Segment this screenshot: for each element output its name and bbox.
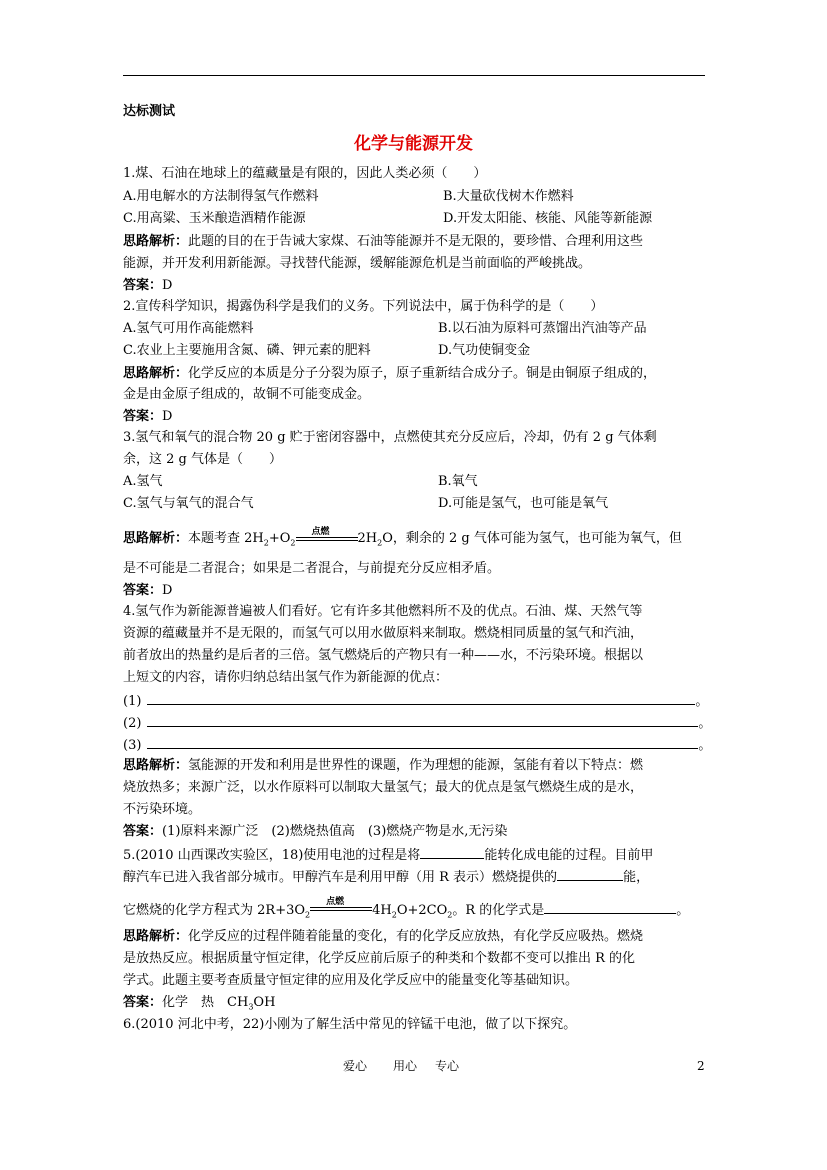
answer-blank (544, 901, 676, 914)
answer-blank (420, 846, 484, 859)
q4-blank-2: (2) 。 (123, 716, 712, 731)
q1-option-a: A.用电解水的方法制得氢气作燃料 (123, 189, 319, 204)
q3-option-d: D.可能是氢气，也可能是氧气 (438, 496, 609, 511)
q1-option-c: C.用高粱、玉米酿造酒精作能源 (123, 211, 306, 226)
section-heading: 达标测试 (123, 104, 176, 119)
q3-answer: 答案：D (123, 583, 173, 598)
q5-analysis: 思路解析：化学反应的过程伴随着能量的变化，有的化学反应放热，有化学反应吸热。燃烧 (123, 929, 644, 944)
q4-analysis-3: 不污染环境。 (123, 802, 202, 817)
question-4-stem-3: 前者放出的热量约是后者的三倍。氢气燃烧后的产物只有一种——水，不污染环境。根据以 (123, 648, 644, 663)
q1-analysis: 思路解析：此题的目的在于告诫大家煤、石油等能源并不是无限的，要珍惜、合理利用这些 (123, 234, 644, 249)
q4-answer: 答案：(1)原料来源广泛 (2)燃烧热值高 (3)燃烧产物是水,无污染 (123, 824, 508, 839)
reaction-arrow: 点燃 (310, 901, 372, 917)
q1-analysis-cont: 能源，并开发利用新能源。寻找替代能源，缓解能源危机是当前面临的严峻挑战。 (123, 256, 592, 271)
q2-analysis-cont: 金是由金原子组成的，故铜不可能变成金。 (123, 387, 371, 402)
q3-analysis-cont: 是不可能是二者混合；如果是二者混合，与前提充分反应相矛盾。 (123, 561, 501, 576)
q2-answer: 答案：D (123, 409, 173, 424)
question-5-stem-2: 醇汽车已进入我省部分城市。甲醇汽车是利用甲醇（用 R 表示）燃烧提供的 能， (123, 870, 650, 885)
q1-option-d: D.开发太阳能、核能、风能等新能源 (443, 211, 653, 226)
analysis-label: 思路解析： (123, 234, 189, 249)
q3-option-b: B.氧气 (438, 474, 478, 489)
question-4-stem-2: 资源的蕴藏量并不是无限的，而氢气可以用水做原料来制取。燃烧相同质量的氢气和汽油， (123, 626, 644, 641)
footer-motto-2: 用心 (393, 1059, 418, 1073)
reaction-arrow: 点燃 (296, 531, 358, 547)
question-4-stem-4: 上短文的内容，请你归纳总结出氢气作为新能源的优点： (123, 670, 449, 685)
header-rule (123, 75, 705, 76)
question-5-stem: 5.(2010 山西课改实验区，18)使用电池的过程是将 能转化成电能的过程。目前甲 (123, 848, 654, 863)
q5-answer: 答案：化学 热 $CH_3OH$ (123, 995, 276, 1012)
question-1-stem: 1.煤、石油在地球上的蕴藏量是有限的，因此人类必须（ ） (123, 166, 487, 181)
page-title: 化学与能源开发 (354, 134, 473, 154)
question-3-stem-cont: 余，这 2 g 气体是（ ） (123, 452, 282, 467)
q5-analysis-2: 是放热反应。根据质量守恒定律，化学反应前后原子的种类和个数都不变可以推出 R 的化 (123, 951, 636, 966)
q2-option-b: B.以石油为原料可蒸馏出汽油等产品 (438, 321, 647, 336)
q4-blank-1: (1) 。 (123, 694, 709, 709)
q2-option-a: A.氢气可用作高能燃料 (123, 321, 254, 336)
q4-blank-3: (3) 。 (123, 738, 712, 753)
question-4-stem: 4.氢气作为新能源普遍被人们看好。它有许多其他燃料所不及的优点。石油、煤、天然气等 (123, 604, 643, 619)
q1-answer: 答案：D (123, 278, 173, 293)
question-2-stem: 2.宣传科学知识，揭露伪科学是我们的义务。下列说法中，属于伪科学的是（ ） (123, 299, 604, 314)
page-number: 2 (697, 1059, 705, 1073)
q4-analysis-2: 烧放热多；来源广泛，以水作原料可以制取大量氢气；最大的优点是氢气燃烧生成的是水， (123, 780, 644, 795)
answer-blank (147, 692, 695, 705)
question-5-equation: 它燃烧的化学方程式为 $2R+3O_2$ 点燃 $4H_2O+2CO_2$。R 的化学式是 。 (123, 897, 690, 920)
question-3-stem: 3.氢气和氧气的混合物 20 g 贮于密闭容器中，点燃使其充分反应后，冷却，仍有 2 g 气体剩 (123, 430, 657, 445)
q3-option-c: C.氢气与氧气的混合气 (123, 496, 254, 511)
answer-blank (147, 736, 698, 749)
footer-motto-1: 爱心 (343, 1059, 368, 1073)
footer-motto-3: 专心 (435, 1059, 460, 1073)
q3-option-a: A.氢气 (123, 474, 163, 489)
q5-analysis-3: 学式。此题主要考查质量守恒定律的应用及化学反应中的能量变化等基础知识。 (123, 973, 579, 988)
q2-option-d: D.气功使铜变金 (438, 343, 531, 358)
question-6-stem: 6.(2010 河北中考，22)小刚为了解生活中常见的锌锰干电池，做了以下探究。 (123, 1017, 577, 1032)
q2-analysis: 思路解析：化学反应的本质是分子分裂为原子，原子重新结合成分子。铜是由铜原子组成的， (123, 366, 657, 381)
q4-analysis: 思路解析：氢能源的开发和利用是世界性的课题，作为理想的能源，氢能有着以下特点：燃 (123, 758, 644, 773)
answer-blank (147, 714, 698, 727)
answer-blank (557, 868, 623, 881)
q1-option-b: B.大量砍伐树木作燃料 (443, 189, 574, 204)
q2-option-c: C.农业上主要施用含氮、磷、钾元素的肥料 (123, 343, 371, 358)
q3-analysis: 思路解析：本题考查 $2H_2+O_2$ 点燃 $2H_2O$，剩余的 2 g 气体可能为氢气，也可能为氧气，但 (123, 527, 682, 548)
